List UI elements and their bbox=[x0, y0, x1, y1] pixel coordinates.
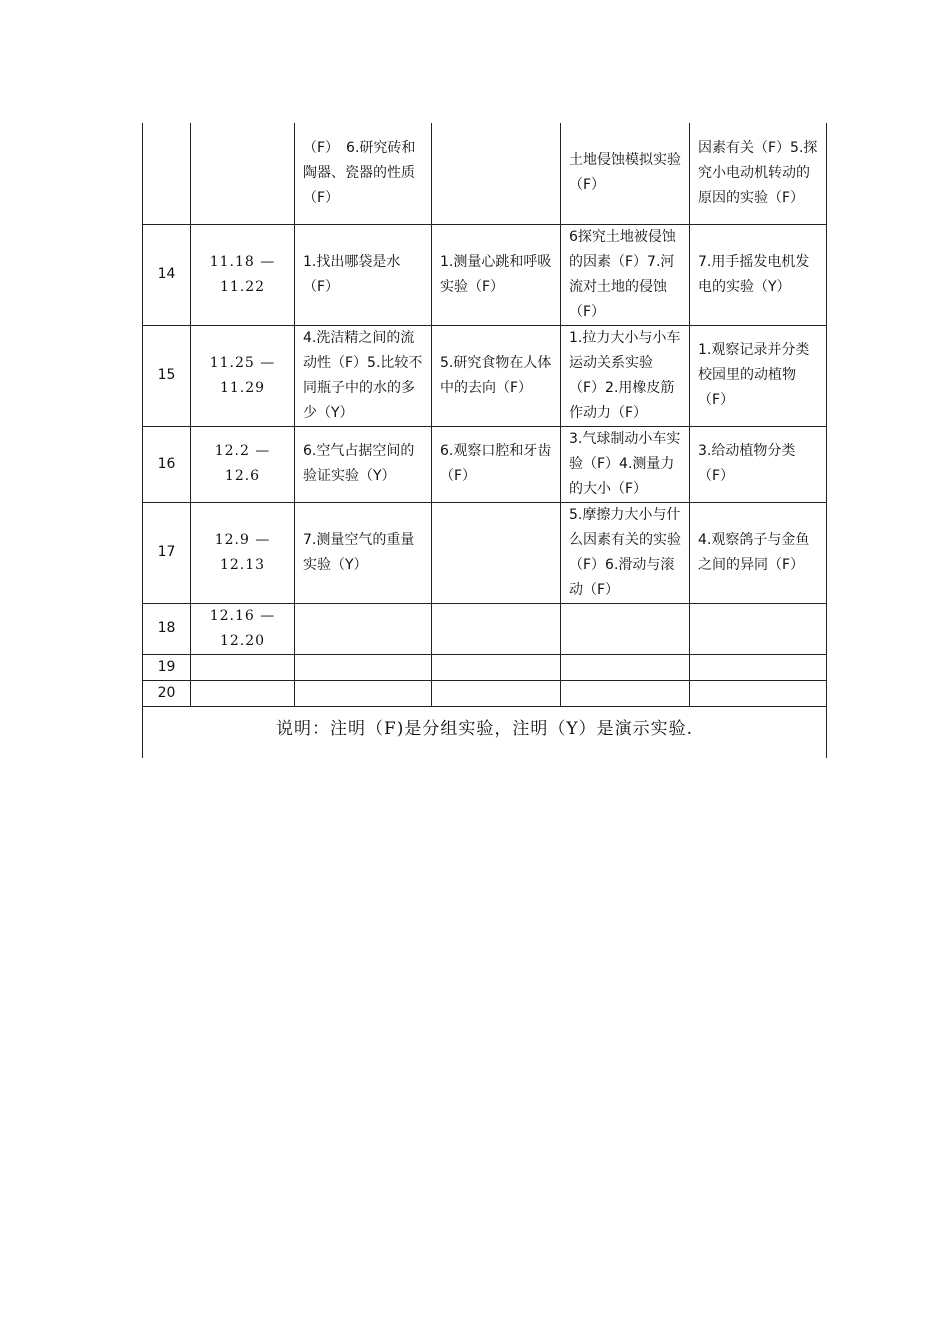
experiment-cell: 4.观察鸽子与金鱼之间的异同（F） bbox=[690, 502, 827, 603]
date-cell bbox=[191, 325, 295, 426]
experiment-cell bbox=[432, 680, 561, 706]
date-cell bbox=[191, 502, 295, 603]
date-start: 11.25 — bbox=[209, 354, 276, 371]
experiment-cell: 5.研究食物在人体中的去向（F） bbox=[432, 325, 561, 426]
experiment-cell: 6探究土地被侵蚀的因素（F）7.河流对土地的侵蚀（F） bbox=[561, 224, 690, 325]
experiment-cell: 因素有关（F）5.探究小电动机转动的原因的实验（F） bbox=[690, 123, 827, 224]
experiment-cell bbox=[432, 654, 561, 680]
experiment-cell: 1.拉力大小与小车运动关系实验（F）2.用橡皮筋作动力（F） bbox=[561, 325, 690, 426]
date-start: 11.18 — bbox=[209, 253, 276, 270]
experiment-cell: 4.洗洁精之间的流动性（F）5.比较不同瓶子中的水的多少（Y） bbox=[295, 325, 432, 426]
date-start: 12.9 — bbox=[214, 531, 271, 548]
footnote: 说明：注明（F)是分组实验，注明（Y）是演示实验. bbox=[143, 706, 827, 758]
experiment-cell: 7.用手摇发电机发电的实验（Y） bbox=[690, 224, 827, 325]
date-end: 12.6 bbox=[224, 468, 261, 484]
table-row bbox=[143, 680, 827, 706]
date-end: 11.29 bbox=[219, 379, 266, 396]
experiment-cell: 土地侵蚀模拟实验（F） bbox=[561, 123, 690, 224]
week-cell: 19 bbox=[143, 654, 191, 680]
experiment-cell bbox=[295, 680, 432, 706]
date-end: 11.22 bbox=[219, 278, 266, 295]
week-cell: 17 bbox=[143, 502, 191, 603]
table-row bbox=[143, 325, 827, 426]
week-cell: 20 bbox=[143, 680, 191, 706]
experiment-cell: 1.找出哪袋是水（F） bbox=[295, 224, 432, 325]
experiment-cell bbox=[690, 603, 827, 654]
experiment-cell bbox=[690, 654, 827, 680]
table-row bbox=[143, 502, 827, 603]
date-cell bbox=[191, 426, 295, 502]
experiment-cell bbox=[295, 654, 432, 680]
experiment-cell: （F） 6.研究砖和陶器、瓷器的性质（F） bbox=[295, 123, 432, 224]
experiment-cell: 6.空气占据空间的验证实验（Y） bbox=[295, 426, 432, 502]
experiment-cell: 1.观察记录并分类校园里的动植物（F） bbox=[690, 325, 827, 426]
experiment-cell: 3.气球制动小车实验（F）4.测量力的大小（F） bbox=[561, 426, 690, 502]
date-cell bbox=[191, 603, 295, 654]
date-start: 12.2 — bbox=[214, 443, 271, 459]
experiment-cell: 3.给动植物分类（F） bbox=[690, 426, 827, 502]
experiment-cell bbox=[432, 502, 561, 603]
week-cell: 15 bbox=[143, 325, 191, 426]
table-row bbox=[143, 654, 827, 680]
table-row bbox=[143, 426, 827, 502]
experiment-cell bbox=[432, 123, 561, 224]
note-row bbox=[143, 706, 827, 758]
table-row bbox=[143, 603, 827, 654]
week-cell: 16 bbox=[143, 426, 191, 502]
experiment-cell: 6.观察口腔和牙齿（F） bbox=[432, 426, 561, 502]
date-cell bbox=[191, 654, 295, 680]
date-start: 12.16 — bbox=[209, 607, 276, 624]
date-end: 12.13 bbox=[219, 556, 266, 573]
date-end: 12.20 bbox=[219, 632, 266, 649]
experiment-cell bbox=[561, 654, 690, 680]
table-row bbox=[143, 123, 827, 224]
experiment-cell: 7.测量空气的重量实验（Y） bbox=[295, 502, 432, 603]
week-cell: 18 bbox=[143, 603, 191, 654]
experiment-cell bbox=[295, 603, 432, 654]
experiment-cell bbox=[432, 603, 561, 654]
date-cell bbox=[191, 224, 295, 325]
experiment-cell bbox=[561, 603, 690, 654]
week-cell bbox=[143, 123, 191, 224]
date-cell bbox=[191, 680, 295, 706]
table-row bbox=[143, 224, 827, 325]
experiment-cell: 5.摩擦力大小与什么因素有关的实验（F）6.滑动与滚动（F） bbox=[561, 502, 690, 603]
week-cell: 14 bbox=[143, 224, 191, 325]
experiment-schedule-table bbox=[142, 123, 827, 758]
experiment-cell bbox=[690, 680, 827, 706]
experiment-cell bbox=[561, 680, 690, 706]
experiment-cell: 1.测量心跳和呼吸实验（F） bbox=[432, 224, 561, 325]
date-cell bbox=[191, 123, 295, 224]
